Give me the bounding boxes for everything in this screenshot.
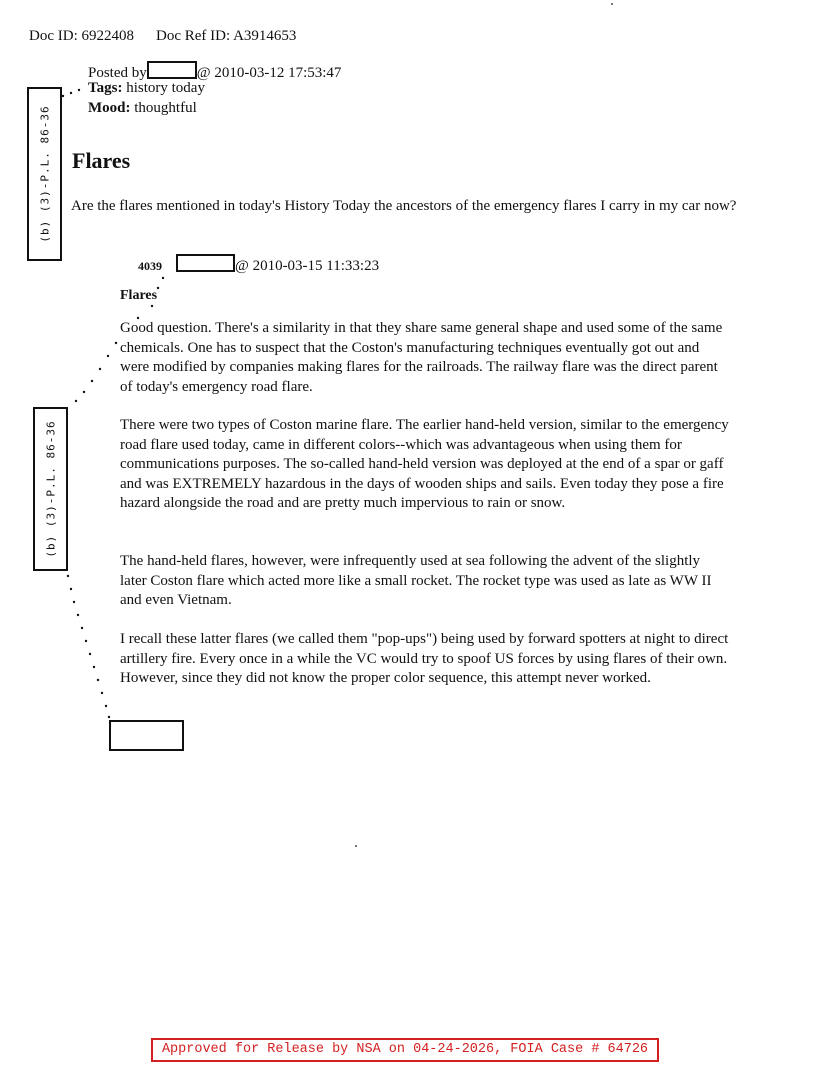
reply-paragraph-3: The hand-held flares, however, were infrequently used at sea following the advent of the slightly later Coston flare which acted more like a small rocket. The rocket type was used as late as WW II and even Vietnam. [120, 553, 712, 608]
post-timestamp: @ 2010-03-12 17:53:47 [196, 65, 342, 81]
tags-label: Tags: [88, 80, 123, 96]
reply-paragraph-2: There were two types of Coston marine flare. The earlier hand-held version, similar to the emergency road flare used today, came in different colors--which was advantageous when using them for communications purposes. The so-called hand-held version was deployed at the end of a spar or gaff and was EXTREMELY hazardous in the days of wooden ships and sails. Even today they pose a fire hazard alongside the road and are pretty much impervious to rain or snow. [120, 417, 729, 511]
posted-by-label: Posted by [88, 65, 147, 81]
doc-id: Doc ID: 6922408 [29, 28, 134, 44]
reply-paragraph-4: I recall these latter flares (we called them "pop-ups") being used by forward spotters at night to direct artillery fire. Every once in a while the VC would try to spoof US forces by using flares of their own. However, since they did not know the proper color sequence, this attempt never worked. [120, 631, 729, 686]
tags-value: history today [126, 80, 205, 96]
post-body: Are the flares mentioned in today's History Today the ancestors of the emergency flares I carry in my car now? [71, 198, 737, 214]
redaction-stamp-middle-text: (b) (3)-P.L. 86-36 [44, 420, 57, 558]
reply-timestamp: @ 2010-03-15 11:33:23 [235, 258, 380, 274]
post-title: Flares [72, 148, 131, 173]
reply-number: 4039 [138, 259, 162, 273]
redaction-stamp-top-text: (b) (3)-P.L. 86-36 [38, 105, 51, 243]
reply-title: Flares [120, 288, 158, 303]
doc-ref-id: Doc Ref ID: A3914653 [156, 28, 297, 44]
mood-value: thoughtful [134, 100, 197, 116]
reply-paragraph-1: Good question. There's a similarity in that they share same general shape and used some of the same chemicals. One has to suspect that the Coston's manufacturing techniques eventually got out and were modified by companies making flares for the railroads. The railway flare was the direct parent of today's emergency road flare. [120, 320, 723, 395]
mood-label: Mood: [88, 100, 131, 116]
foia-release-stamp: Approved for Release by NSA on 04-24-2026, FOIA Case # 64726 [151, 1038, 659, 1062]
